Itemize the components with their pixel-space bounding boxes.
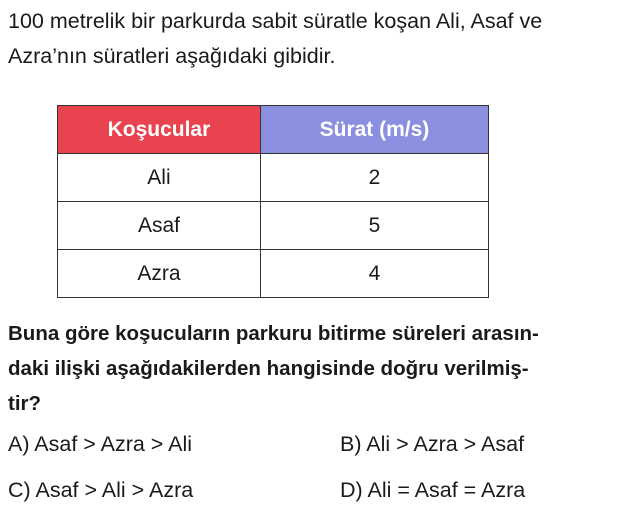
table-row	[58, 202, 489, 250]
question-line-3: tir?	[8, 392, 42, 415]
speed-value-cell: 4	[260, 250, 488, 298]
question-line-2: daki ilişki aşağıdakilerden hangisinde doğru verilmiş-	[8, 357, 529, 380]
runner-name-cell: Azra	[58, 250, 261, 298]
runner-name-cell: Ali	[58, 154, 261, 202]
question-text	[8, 316, 614, 421]
speed-value-cell: 2	[260, 154, 488, 202]
option-d[interactable]: D) Ali = Asaf = Azra	[340, 478, 526, 502]
intro-line-2: Azra’nın süratleri aşağıdaki gibidir.	[8, 44, 336, 68]
question-line-1: Buna göre koşucuların parkuru bitirme süreleri arasın-	[8, 322, 539, 345]
intro-paragraph	[8, 4, 614, 74]
intro-line-1: 100 metrelik bir parkurda sabit süratle koşan Ali, Asaf ve	[8, 9, 543, 33]
option-a[interactable]: A) Asaf > Azra > Ali	[8, 432, 193, 456]
table-row	[58, 250, 489, 298]
header-runners: Koşucular	[58, 106, 261, 154]
table-row	[58, 154, 489, 202]
runner-name-cell: Asaf	[58, 202, 261, 250]
option-b[interactable]: B) Ali > Azra > Asaf	[340, 432, 525, 456]
speed-value-cell: 5	[260, 202, 488, 250]
table-header-row	[58, 106, 489, 154]
speed-table	[57, 105, 489, 298]
header-speed: Sürat (m/s)	[260, 106, 488, 154]
option-c[interactable]: C) Asaf > Ali > Azra	[8, 478, 194, 502]
